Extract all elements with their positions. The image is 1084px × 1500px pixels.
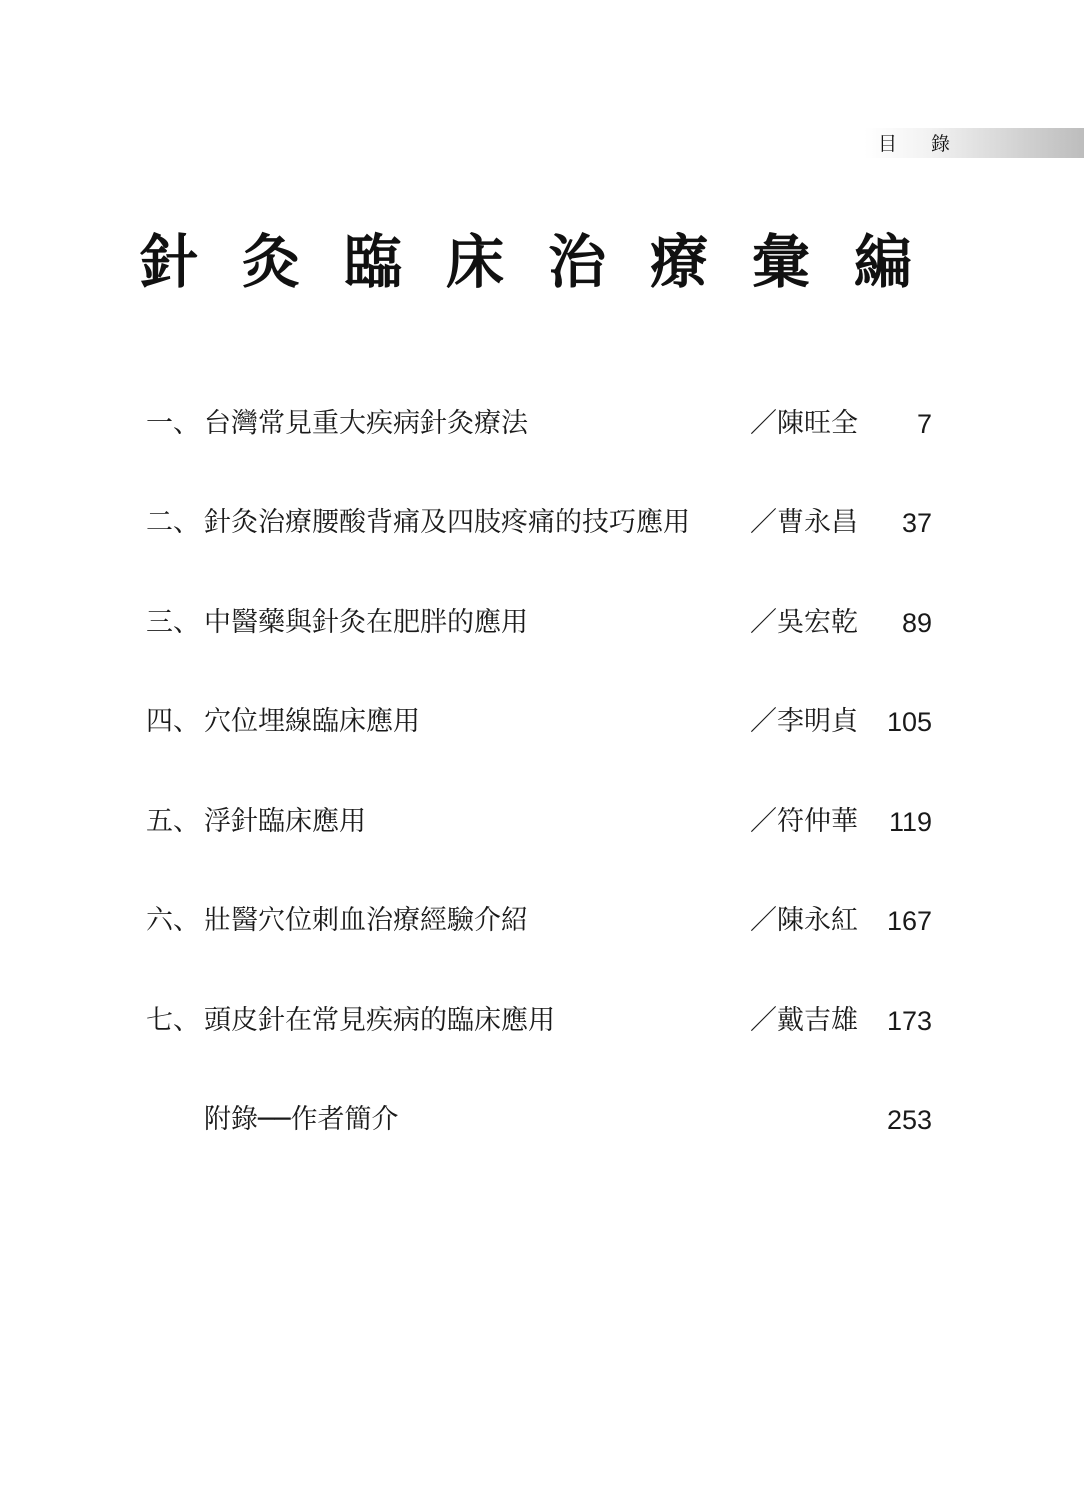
- toc-entry-number: 七、: [146, 1005, 200, 1036]
- toc-entry-page: 253: [886, 1105, 932, 1135]
- toc-entry-page: 37: [901, 508, 932, 538]
- toc-entry-7[interactable]: [146, 999, 936, 1043]
- toc-entry-author: ／李明貞: [750, 706, 858, 737]
- toc-entry-page: 7: [916, 409, 932, 439]
- toc-entry-number: 二、: [146, 507, 200, 538]
- toc-entry-title: 頭皮針在常見疾病的臨床應用: [204, 1005, 555, 1036]
- toc-entry-page: 173: [886, 1006, 932, 1036]
- toc-entry-5[interactable]: [146, 800, 936, 844]
- toc-entry-title: 壯醫穴位刺血治療經驗介紹: [204, 905, 528, 936]
- toc-entry-title: 台灣常見重大疾病針灸療法: [204, 408, 528, 439]
- toc-entry-page: 167: [886, 906, 932, 936]
- toc-entry-1[interactable]: [146, 402, 936, 446]
- toc-entry-number: 六、: [146, 905, 200, 936]
- toc-entry-author: ／曹永昌: [750, 507, 858, 538]
- toc-entry-author: ／陳旺全: [750, 408, 858, 439]
- toc-entry-page: 89: [901, 608, 932, 638]
- toc-entry-title: 穴位埋線臨床應用: [204, 706, 420, 737]
- toc-entry-number: 一、: [146, 408, 200, 439]
- toc-entry-page: 105: [886, 707, 932, 737]
- toc-entry-author: ／戴吉雄: [750, 1005, 858, 1036]
- toc-entry-2[interactable]: [146, 501, 936, 545]
- toc-entry-6[interactable]: [146, 899, 936, 943]
- toc-entry-author: ／吳宏乾: [750, 607, 858, 638]
- toc-entry-author: ／符仲華: [750, 806, 858, 837]
- section-label: 目 錄: [878, 133, 965, 155]
- toc-entry-appendix[interactable]: [146, 1098, 936, 1142]
- toc-entry-number: 五、: [146, 806, 200, 837]
- toc-entry-number: 四、: [146, 706, 200, 737]
- toc-entry-number: 三、: [146, 607, 200, 638]
- toc-entry-page: 119: [888, 807, 932, 837]
- toc-entry-title: 浮針臨床應用: [204, 806, 366, 837]
- toc-entry-4[interactable]: [146, 700, 936, 744]
- toc-entry-title: 中醫藥與針灸在肥胖的應用: [204, 607, 528, 638]
- toc-entry-author: ／陳永紅: [750, 905, 858, 936]
- book-title: 針灸臨床治療彙編: [140, 228, 957, 296]
- toc-entry-title: 針灸治療腰酸背痛及四肢疼痛的技巧應用: [204, 507, 690, 538]
- toc-entry-3[interactable]: [146, 601, 936, 645]
- toc-entry-title: 附錄──作者簡介: [204, 1104, 399, 1135]
